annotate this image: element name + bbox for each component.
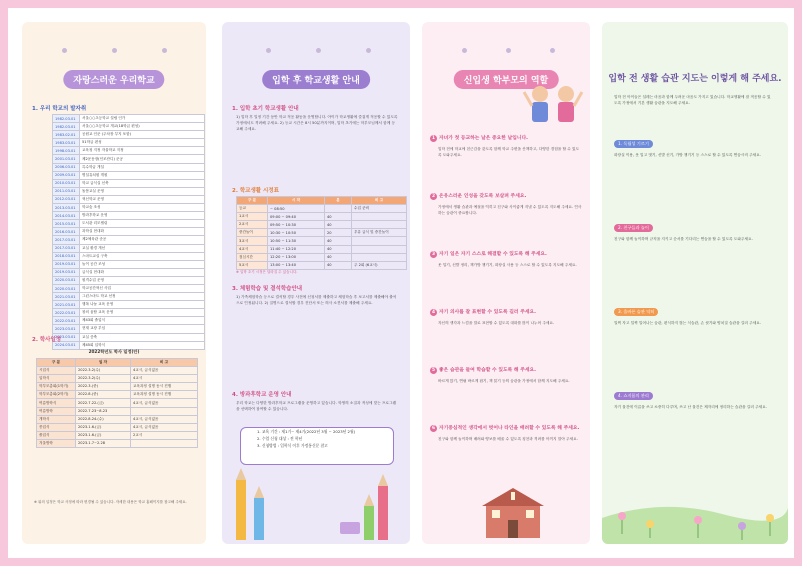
calendar-note: ※ 위의 일정은 학교 사정에 따라 변경될 수 있습니다. 자세한 내용은 학교 홈페이지를 참고해 주세요. — [34, 500, 187, 504]
calendar-row — [37, 415, 198, 423]
history-row — [53, 131, 205, 139]
section-text: 1) 입학 후 일정 기간 동안 학교 적응 활동을 운영합니다. 아이가 학교생활에 즐겁게 적응할 수 있도록 가정에서도 격려해 주세요. 2) 등교 시간은 8시 50분까지이며, 입학 초기에는 학부모님께서 함께 등교해 주세요. — [236, 115, 398, 131]
timetable-cell: ~ 08:50 — [268, 205, 325, 213]
history-event: 제2체육관 준공 — [80, 236, 205, 244]
timetable-cell: 20 — [325, 229, 352, 237]
timetable-row — [237, 253, 407, 261]
habit-text: 화장실 이용, 옷 입고 벗기, 신발 신기, 가방 챙기기 등 스스로 할 수 있도록 연습시켜 주세요. — [614, 153, 761, 157]
history-row — [53, 268, 205, 276]
history-date: 2016.03.01 — [53, 228, 80, 236]
timetable-cell — [325, 205, 352, 213]
box-line: 3. 신청방법 : 입학식 이후 가정통신문 참고 — [257, 443, 328, 448]
role-number: 5 — [431, 368, 436, 373]
brochure-sheet — [8, 8, 794, 558]
timetable-cell: 13:00 ~ 13:40 — [268, 261, 325, 269]
history-event: 교실 증축 — [80, 333, 205, 341]
timetable-cell: 12:20 ~ 13:00 — [268, 253, 325, 261]
timetable-cell — [352, 253, 407, 261]
calendar-cell: 4교시 — [131, 375, 198, 383]
history-event: 학교공간혁신 사업 — [80, 284, 205, 292]
calendar-cell: 졸업식 — [37, 431, 76, 439]
timetable-col-header: 분 — [325, 197, 352, 205]
history-row — [53, 171, 205, 179]
habit-text: 친구와 함께 놀이하며 규칙을 지키고 순서를 기다리는 연습을 할 수 있도록 도와주세요. — [614, 237, 753, 241]
calendar-cell: 교육과정 설명 동시 진행 — [131, 383, 198, 391]
history-date: 1982.03.01 — [53, 123, 80, 131]
timetable-note: ※ 입학 초기 시정은 달라질 수 있습니다. — [236, 270, 298, 274]
timetable-cell: 40 — [325, 245, 352, 253]
habit-tag: 3. 올바른 습관 익히 — [614, 308, 658, 316]
history-row — [53, 163, 205, 171]
calendar-cell: 2교시 — [131, 431, 198, 439]
history-date: 2013.03.01 — [53, 204, 80, 212]
timetable-cell: 40 — [325, 237, 352, 245]
role-number: 2 — [431, 194, 436, 199]
history-date: 2015.03.01 — [53, 220, 80, 228]
history-row — [53, 301, 205, 309]
history-event: 제45회 입학식 — [80, 341, 205, 349]
timetable-cell: 40 — [325, 261, 352, 269]
role-title: 온유스러운 인성을 갖도록 보살펴 주세요. — [439, 194, 527, 199]
history-table — [52, 114, 205, 350]
role-number: 1 — [431, 136, 436, 141]
section-heading: 4. 방과후학교 운영 안내 — [232, 392, 292, 398]
history-date: 2023.03.01 — [53, 333, 80, 341]
timetable-cell: 등교 — [237, 205, 268, 213]
role-title: 자기중심적인 생각에서 벗어나 타인을 배려할 수 있도록 해 주세요. — [439, 426, 580, 431]
role-text: 친구와 함께 놀이하며 배려와 양보를 배울 수 있도록 칭찬과 격려를 아끼지 말아 주세요. — [438, 437, 578, 441]
history-event: 교실 환경 개선 — [80, 244, 205, 252]
history-date: 2010.03.01 — [53, 179, 80, 187]
role-heading — [430, 366, 582, 374]
calendar-heading: 2. 학사일정 — [32, 337, 62, 343]
history-event: 학교숲 조성 — [80, 204, 205, 212]
calendar-row — [37, 407, 198, 415]
timetable-cell: 4교시 — [237, 245, 268, 253]
role-text: 바르게 앉기, 연필 바르게 잡기, 책 읽기 등의 습관을 가정에서 함께 지도해 주세요. — [438, 379, 570, 383]
timetable-row — [237, 237, 407, 245]
calendar-cell: 여름방학식 — [37, 399, 76, 407]
history-event: 병설유치원 개원 — [80, 171, 205, 179]
history-date: 2001.03.01 — [53, 155, 80, 163]
history-event: 제43회 졸업식 — [80, 317, 205, 325]
calendar-col-header: 구 분 — [37, 359, 76, 367]
timetable-cell: 1교시 — [237, 213, 268, 221]
role-heading — [430, 192, 582, 200]
calendar-col-header: 일 자 — [76, 359, 131, 367]
timetable-cell: 09:00 ~ 09:40 — [268, 213, 325, 221]
history-row — [53, 220, 205, 228]
calendar-header-row — [37, 359, 198, 367]
calendar-row — [37, 431, 198, 439]
calendar-cell: 4교시, 급식없음 — [131, 399, 198, 407]
history-date: 2012.03.01 — [53, 195, 80, 203]
history-row — [53, 333, 205, 341]
calendar-cell: 교육과정 설명 동시 진행 — [131, 391, 198, 399]
history-date: 2009.03.01 — [53, 171, 80, 179]
history-row — [53, 155, 205, 163]
section-heading: 1. 입학 초기 학교생활 안내 — [232, 106, 299, 112]
role-number: 6 — [431, 426, 436, 431]
history-event: 공원교 인준 (주차장 부지 포함) — [80, 131, 205, 139]
history-date: 2017.03.01 — [53, 236, 80, 244]
history-row — [53, 147, 205, 155]
history-row — [53, 179, 205, 187]
binding-ring — [112, 48, 117, 53]
history-date: 2019.03.01 — [53, 260, 80, 268]
calendar-cell: 여름방학 — [37, 407, 76, 415]
timetable-col-header: 구 분 — [237, 197, 268, 205]
calendar-cell: 학부모총회(1학기) — [37, 383, 76, 391]
role-text: 가정에서 생활 습관과 예절을 익히고 친구와 사이좋게 지낼 수 있도록 지도해 주세요. 인사하는 습관이 중요합니다. — [438, 205, 582, 215]
role-heading — [430, 250, 582, 258]
calendar-cell: 2023.1.6.(금) — [76, 423, 131, 431]
calendar-cell: 시업식 — [37, 367, 76, 375]
history-row — [53, 204, 205, 212]
history-event: 방과후학교 운영 — [80, 212, 205, 220]
school-building-illustration — [478, 484, 548, 540]
timetable-cell: 우유 급식 및 중간놀이 — [352, 229, 407, 237]
calendar-row — [37, 383, 198, 391]
role-title: 자녀가 첫 등교하는 날은 중요한 날입니다. — [439, 136, 528, 141]
history-date: 2020.03.01 — [53, 276, 80, 284]
calendar-cell: 4교시, 급식없음 — [131, 423, 198, 431]
panel-school-life — [222, 22, 410, 544]
history-row — [53, 244, 205, 252]
history-date: 2023.03.01 — [53, 325, 80, 333]
binding-ring — [462, 48, 467, 53]
history-row — [53, 236, 205, 244]
habit-tag: 4. 쇼지품의 관리 — [614, 392, 653, 400]
timetable-cell: 10:50 ~ 11:30 — [268, 237, 325, 245]
binding-ring — [366, 48, 371, 53]
calendar-cell — [131, 407, 198, 415]
history-event: 놀이 공간 조성 — [80, 260, 205, 268]
calendar-row — [37, 375, 198, 383]
role-number: 3 — [431, 252, 436, 257]
calendar-title: 2022학년도 학사 일정(안) — [88, 349, 140, 354]
calendar-row — [37, 423, 198, 431]
history-date: 2014.03.01 — [53, 212, 80, 220]
calendar-row — [37, 439, 198, 447]
history-event: 도서관 리모델링 — [80, 220, 205, 228]
meadow-illustration — [602, 468, 788, 544]
role-heading — [430, 134, 582, 142]
history-row — [53, 115, 205, 123]
history-date: 2011.03.01 — [53, 187, 80, 195]
binding-ring — [550, 48, 555, 53]
history-heading: 1. 우리 학교의 발자취 — [32, 106, 87, 112]
timetable-cell: 40 — [325, 221, 352, 229]
calendar-row — [37, 367, 198, 375]
history-event: 돌봄교실 운영 — [80, 187, 205, 195]
panel-title: 신입생 학부모의 역할 — [454, 70, 559, 89]
history-date: 2022.03.01 — [53, 317, 80, 325]
history-event: 스마트교실 구축 — [80, 252, 205, 260]
history-row — [53, 260, 205, 268]
habit-tag: 1. 독립성 기르기 — [614, 140, 653, 148]
habit-text: 자기 물건에 이름을 쓰고 소중히 다루며, 쓰고 난 물건은 제자리에 정리하는 습관을 길러 주세요. — [614, 405, 767, 409]
binding-ring — [266, 48, 271, 53]
history-date: 1983.02.01 — [53, 131, 80, 139]
history-row — [53, 293, 205, 301]
history-event: 그린스마트 학교 선정 — [80, 293, 205, 301]
timetable-header-row — [237, 197, 407, 205]
calendar-cell: 2022.8.(중) — [76, 391, 131, 399]
binding-ring — [316, 48, 321, 53]
calendar-cell: 2023.1.6.(금) — [76, 431, 131, 439]
history-event: 혁신학교 운영 — [80, 195, 205, 203]
timetable-row — [237, 229, 407, 237]
history-event: 급식실 현대화 — [80, 268, 205, 276]
timetable-col-header: 시 작 — [268, 197, 325, 205]
calendar-cell: 4교시, 급식없음 — [131, 367, 198, 375]
pencil-crayon-illustration — [228, 462, 404, 542]
habit-text: 일찍 자고 일찍 일어나는 습관, 편식하지 않는 식습관, 손 씻기와 양치질 습관을 길러 주세요. — [614, 321, 761, 325]
habit-tag: 2. 친구들과 놀이 — [614, 224, 653, 232]
role-title: 좋은 습관을 들여 학습할 수 있도록 해 주세요. — [439, 368, 536, 373]
history-event: 51학급 편성 — [80, 139, 205, 147]
timetable-cell: 40 — [325, 213, 352, 221]
calendar-cell: 개학식 — [37, 415, 76, 423]
calendar-cell: 2022.3.2(수) — [76, 367, 131, 375]
history-event: 특수학급 개설 — [80, 163, 205, 171]
timetable-cell: 40 — [325, 253, 352, 261]
history-row — [53, 252, 205, 260]
box-line: 1. 교육 기간 : 제1기~ 제4기(2022년 3월 ~ 2023년 2월) — [257, 429, 356, 434]
timetable-row — [237, 245, 407, 253]
history-event: 현재 교장 부임 — [80, 325, 205, 333]
timetable-row — [237, 213, 407, 221]
timetable-cell: 중간놀이 — [237, 229, 268, 237]
calendar-cell: 2022.3.(중) — [76, 383, 131, 391]
panel-habits — [602, 22, 788, 544]
timetable-cell — [352, 221, 407, 229]
box-line: 2. 수업 신청 대상 : 전 학년 — [257, 436, 303, 441]
timetable-cell — [352, 237, 407, 245]
role-title: 자기 일은 자기 스스로 해결할 수 있도록 해 주세요. — [439, 252, 547, 257]
calendar-table — [36, 358, 198, 448]
binding-ring — [506, 48, 511, 53]
calendar-cell: 2022.7.23~8.23 — [76, 407, 131, 415]
history-row — [53, 309, 205, 317]
panel-school-history — [22, 22, 206, 544]
history-row — [53, 195, 205, 203]
timetable-row — [237, 221, 407, 229]
panel-title: 입학 전 생활 습관 지도는 이렇게 해 주세요. — [608, 74, 782, 84]
panel-title: 자랑스러운 우리학교 — [63, 70, 164, 89]
calendar-cell: 겨울방학 — [37, 439, 76, 447]
role-heading — [430, 424, 582, 432]
history-date: 2017.03.01 — [53, 244, 80, 252]
history-row — [53, 123, 205, 131]
binding-ring — [162, 48, 167, 53]
calendar-cell: 4교시, 급식없음 — [131, 415, 198, 423]
timetable — [236, 196, 407, 270]
section-heading: 2. 학교생활 시정표 — [232, 188, 279, 194]
role-text: 입학 전에 학교에 친근감을 갖도록 함께 학교 주변을 산책하고, 다양한 경험을 할 수 있도록 도와주세요. — [438, 147, 580, 157]
history-event: 서울○○초등학교 설립 인가 — [80, 115, 205, 123]
history-row — [53, 284, 205, 292]
calendar-cell: 2023.1.7~2.28 — [76, 439, 131, 447]
history-date: 2021.03.01 — [53, 301, 80, 309]
calendar-cell: 2022.7.22.(금) — [76, 399, 131, 407]
history-event: 학교 급식실 신축 — [80, 179, 205, 187]
history-date: 2019.03.01 — [53, 268, 80, 276]
history-event: 교육청 지정 자율학교 지정 — [80, 147, 205, 155]
role-number: 4 — [431, 310, 436, 315]
timetable-cell: 3교시 — [237, 237, 268, 245]
history-date: 2006.03.01 — [53, 163, 80, 171]
timetable-cell: 수업 준비 — [352, 205, 407, 213]
history-row — [53, 212, 205, 220]
timetable-row — [237, 205, 407, 213]
calendar-row — [37, 391, 198, 399]
history-row — [53, 276, 205, 284]
timetable-cell: 10:30 ~ 10:50 — [268, 229, 325, 237]
children-illustration — [522, 80, 586, 130]
history-row — [53, 341, 205, 349]
history-date: 1982.03.01 — [53, 115, 80, 123]
history-event: 서울○○초등학교 개교(18학급 편성) — [80, 123, 205, 131]
timetable-cell: 주 2회 (6교시) — [352, 261, 407, 269]
calendar-cell: 2022.8.24.(수) — [76, 415, 131, 423]
history-date: 2024.03.01 — [53, 341, 80, 349]
calendar-row — [37, 399, 198, 407]
binding-ring — [62, 48, 67, 53]
history-event: 창의 융합 교육 운영 — [80, 309, 205, 317]
history-date: 2020.03.01 — [53, 284, 80, 292]
timetable-cell: 점심시간 — [237, 253, 268, 261]
section-heading: 3. 체험학습 및 결석학습안내 — [232, 286, 303, 292]
history-row — [53, 139, 205, 147]
history-row — [53, 317, 205, 325]
history-row — [53, 325, 205, 333]
role-title: 자기 의사를 잘 표현할 수 있도록 길러 주세요. — [439, 310, 536, 315]
history-date: 2021.03.01 — [53, 293, 80, 301]
history-event: 원격수업 운영 — [80, 276, 205, 284]
section-text: 우리 학교는 다양한 방과후학교 프로그램을 운영하고 있습니다. 학생의 소질과 적성에 맞는 프로그램을 선택하여 참여할 수 있습니다. — [236, 401, 397, 411]
role-text: 자신의 생각과 느낌을 말로 표현할 수 있도록 대화를 많이 나누어 주세요. — [438, 321, 555, 325]
role-text: 옷 입기, 신발 정리, 책가방 챙기기, 화장실 사용 등 스스로 할 수 있도록 지도해 주세요. — [438, 263, 577, 267]
timetable-cell: 2교시 — [237, 221, 268, 229]
history-date: 2022.03.01 — [53, 309, 80, 317]
timetable-cell — [352, 213, 407, 221]
history-row — [53, 187, 205, 195]
history-event: 행복 나눔 교육 운영 — [80, 301, 205, 309]
history-date: 2018.03.01 — [53, 252, 80, 260]
history-event: 제2운동장(인조잔디) 준공 — [80, 155, 205, 163]
calendar-cell: 입학식 — [37, 375, 76, 383]
role-heading — [430, 308, 582, 316]
panel-title: 입학 후 학교생활 안내 — [262, 70, 370, 89]
calendar-cell — [131, 439, 198, 447]
afterschool-info-box — [240, 427, 394, 465]
timetable-cell — [352, 245, 407, 253]
history-event: 과학실 현대화 — [80, 228, 205, 236]
calendar-cell: 종업식 — [37, 423, 76, 431]
timetable-cell: 09:50 ~ 10:30 — [268, 221, 325, 229]
timetable-cell: 11:40 ~ 12:20 — [268, 245, 325, 253]
timetable-row — [237, 261, 407, 269]
history-row — [53, 228, 205, 236]
section-text: 1) 가족체험학습 등으로 결석할 경우 사전에 신청서를 제출하고 체험학습 후 보고서를 제출해야 출석으로 인정됩니다. 2) 질병으로 결석할 경우 진단서 또는 의사 소견서를 제출해 주세요. — [236, 295, 397, 305]
calendar-col-header: 비 고 — [131, 359, 198, 367]
calendar-cell: 학부모총회(2학기) — [37, 391, 76, 399]
panel-parent-role — [422, 22, 590, 544]
timetable-cell: 5교시 — [237, 261, 268, 269]
history-date: 1998.03.01 — [53, 147, 80, 155]
timetable-col-header: 비 고 — [352, 197, 407, 205]
history-date: 1983.03.01 — [53, 139, 80, 147]
calendar-cell: 2022.3.2(수) — [76, 375, 131, 383]
intro-text: 입학 전 아이들은 설레는 마음과 함께 두려운 마음도 가지고 있습니다. 학교생활에 잘 적응할 수 있도록 가정에서 기본 생활 습관을 지도해 주세요. — [614, 95, 771, 105]
